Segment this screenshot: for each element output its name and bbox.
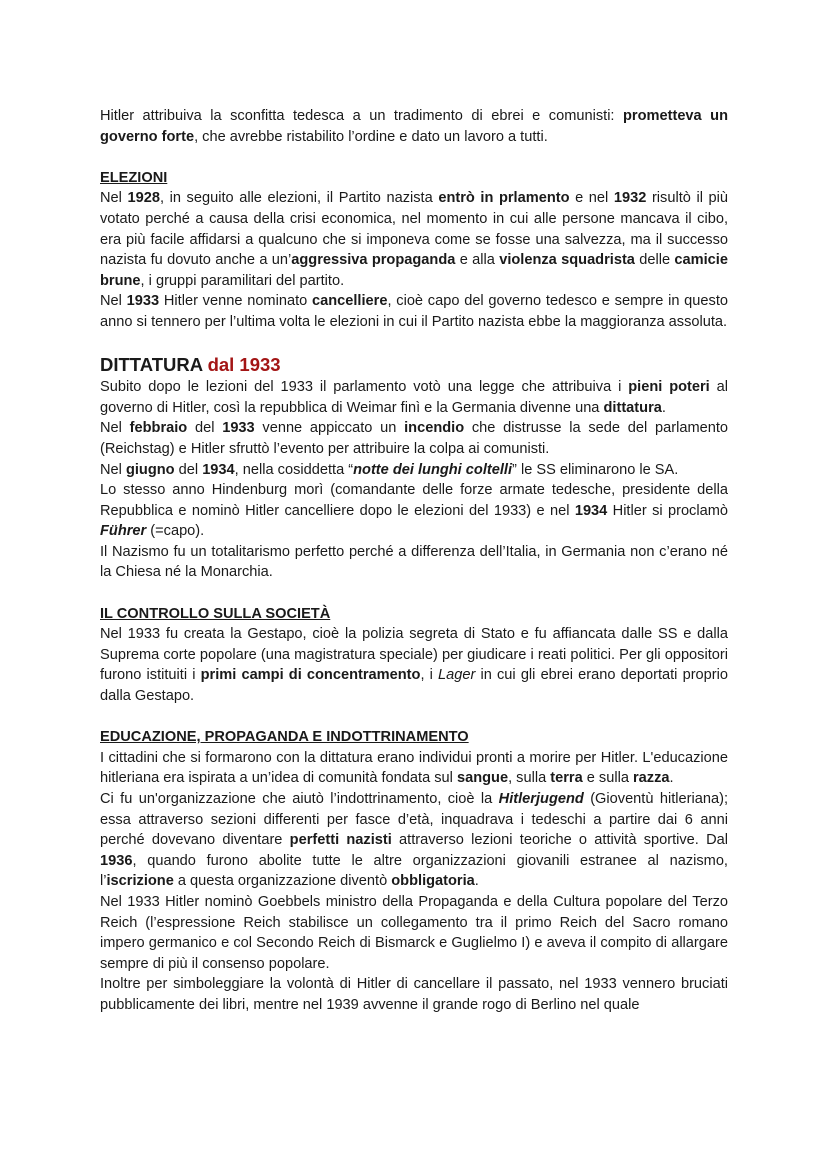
text-run: Il Nazismo fu un totalitarismo perfetto perché a differenza dell’Italia, in Germania non c’erano né la Chiesa né la Monarchia.	[100, 543, 728, 581]
text-run: Nel	[100, 420, 130, 437]
text-run: Hitler si proclamò	[607, 502, 728, 519]
text-run: I cittadini che si formarono con la dittatura erano individui pronti a morire per Hitler. L'educazione hitleriana era ispirata a un’idea di comunità fondata sul	[100, 749, 728, 787]
text-run: , quando furono abolite tutte le altre organizzazioni giovanili estranee al nazismo, l’	[100, 852, 728, 890]
bold-text: Führer	[100, 523, 147, 540]
text-run: Lo stesso anno Hindenburg morì (comandante delle forze armate tedesche, presidente della Repubblica e nominò Hitler cancelliere dopo le elezioni del 1933) e nel	[100, 482, 728, 519]
paragraph	[100, 624, 728, 706]
text-run: Nel	[100, 293, 127, 310]
text-run: Hitler venne nominato	[159, 293, 312, 310]
text-run: venne appiccato un	[254, 420, 405, 437]
text-run: ” le SS eliminarono le SA.	[512, 461, 679, 478]
bold-text: sangue	[456, 770, 509, 787]
text-run: Hitler attribuiva la sconfitta tedesca a un tradimento di ebrei e comunisti:	[100, 108, 623, 124]
document-page	[100, 106, 728, 1016]
bold-text: violenza squadrista	[499, 252, 635, 269]
text-run: del	[174, 461, 203, 478]
text-run: a questa organizzazione diventò	[173, 873, 392, 890]
paragraph	[100, 460, 728, 481]
text-run: Nel 1933 fu creata la Gestapo, cioè la polizia segreta di Stato e fu affiancata dalle SS e dalla Suprema corte popolare (una magistratura speciale) per giudicare i reati politici. Per gli oppositori furono istituiti i	[100, 626, 728, 684]
spacer	[100, 147, 728, 168]
text-run: delle	[634, 252, 675, 269]
text-run: , i gruppi paramilitari del partito.	[140, 272, 345, 289]
bold-text: terra	[550, 770, 583, 787]
bold-text: primi campi di concentramento	[200, 667, 421, 684]
text-run: DITTATURA	[100, 354, 208, 376]
spacer	[100, 707, 728, 728]
text-run: risultò il più votato perché a causa della crisi economica, nel momento in cui alle persone mancava il cibo, era più facile affidarsi a qualcuno che si imponeva come se fosse una salvezza, ma il successo nazista fu dovuto anche a un’	[100, 190, 729, 269]
bold-text: 1932	[613, 190, 647, 207]
text-run: Subito dopo le lezioni del 1933 il parlamento votò una legge che attribuiva i	[100, 379, 629, 396]
section-heading	[100, 727, 728, 748]
text-run: e sulla	[582, 770, 633, 787]
text-run: , sulla	[508, 770, 551, 787]
paragraph	[100, 418, 728, 459]
bold-text: giugno	[125, 461, 175, 478]
bold-text: 1936	[100, 852, 133, 869]
bold-text: Hitlerjugend	[498, 791, 584, 807]
bold-text: incendio	[404, 420, 465, 437]
bold-text: prometteva un governo forte	[100, 108, 728, 145]
italic-text: Lager	[438, 667, 476, 684]
text-run: Nel 1933 Hitler nominò Goebbels ministro della Propaganda e della Cultura popolare del Terzo Reich (l’espressione Reich stabilisce un collegamento tra il primo Reich del Sacro romano impero germanico e col Secondo Reich di Bismarck e Guglielmo I) e aveva il compito di allargare sempre di più il consenso popolare.	[100, 893, 728, 972]
text-run: .	[661, 399, 666, 416]
bold-text: 1934	[202, 461, 235, 478]
bold-text: dittatura	[603, 399, 662, 416]
text-run: e nel	[569, 190, 614, 207]
text-run: del	[187, 420, 223, 437]
text-run: EDUCAZIONE, PROPAGANDA E INDOTTRINAMENTO	[100, 729, 469, 746]
bold-text: perfetti nazisti	[289, 832, 392, 849]
bold-text: camicie brune	[100, 252, 728, 289]
paragraph	[100, 291, 728, 332]
bold-text: 1934	[574, 502, 608, 519]
text-run: , nella cosiddetta “	[234, 461, 354, 478]
paragraph	[100, 892, 728, 974]
section-heading	[100, 168, 728, 189]
paragraph	[100, 377, 728, 418]
bold-text: aggressiva propaganda	[291, 252, 456, 269]
bold-text: cancelliere	[312, 293, 388, 310]
bold-text: 1933	[222, 420, 255, 437]
text-run: Nel	[100, 461, 126, 478]
text-run: (=capo).	[146, 523, 205, 540]
text-run: attraverso lezioni teoriche o attività sportive. Dal	[391, 832, 728, 849]
bold-text: notte dei lunghi coltelli	[353, 461, 513, 478]
text-run: , che avrebbe ristabilito l’ordine e dato un lavoro a tutti.	[194, 128, 548, 145]
section-heading	[100, 604, 728, 625]
bold-text: 1928	[127, 190, 160, 207]
spacer	[100, 583, 728, 604]
text-run: Nel	[100, 190, 128, 207]
paragraph	[100, 748, 728, 789]
paragraph	[100, 542, 728, 583]
text-run: in cui gli ebrei erano deportati proprio dalla Gestapo.	[100, 667, 729, 705]
text-run: che distrusse la sede del parlamento (Reichstag) e Hitler sfruttò l’evento per attribuire la colpa ai comunisti.	[100, 420, 729, 457]
text-run: , in seguito alle elezioni, il Partito nazista	[159, 190, 439, 207]
text-run: , i	[420, 667, 439, 684]
paragraph	[100, 974, 728, 1015]
text-run: .	[474, 873, 479, 890]
section-heading	[100, 353, 728, 377]
text-run: al governo di Hitler, così la repubblica di Weimar finì e la Germania divenne una	[100, 379, 728, 416]
bold-text: entrò in prlamento	[438, 190, 570, 207]
paragraph	[100, 106, 728, 147]
text-run: .	[669, 770, 674, 787]
text-run: IL CONTROLLO SULLA SOCIETÀ	[100, 605, 331, 622]
text-run: (Gioventù hitleriana); essa attraverso sezioni differenti per fasce d’età, inquadrava i tedeschi a partire dai 6 anni perché dovevano diventare	[100, 791, 728, 849]
bold-text: 1933	[126, 293, 160, 310]
text-run: e alla	[455, 252, 500, 269]
spacer	[100, 333, 728, 354]
paragraph	[100, 188, 728, 291]
text-run: Inoltre per simboleggiare la volontà di Hitler di cancellare il passato, nel 1933 vennero bruciati pubblicamente dei libri, mentre nel 1939 avvenne il grande rogo di Berlino nel quale	[100, 976, 728, 1013]
bold-text: pieni poteri	[628, 379, 710, 396]
bold-text: febbraio	[129, 420, 188, 437]
text-run: , cioè capo del governo tedesco e sempre in questo anno si tennero per l’ultima volta le elezioni in cui il Partito nazista ebbe la maggioranza assoluta.	[100, 293, 729, 330]
paragraph	[100, 789, 728, 892]
paragraph	[100, 480, 728, 542]
bold-text: obbligatoria	[391, 873, 475, 890]
text-run: ELEZIONI	[100, 169, 168, 186]
text-run: Ci fu un'organizzazione che aiutò l’indottrinamento, cioè la	[100, 791, 499, 807]
text-run: dal 1933	[207, 354, 281, 376]
bold-text: razza	[633, 770, 670, 787]
bold-text: iscrizione	[106, 873, 174, 890]
